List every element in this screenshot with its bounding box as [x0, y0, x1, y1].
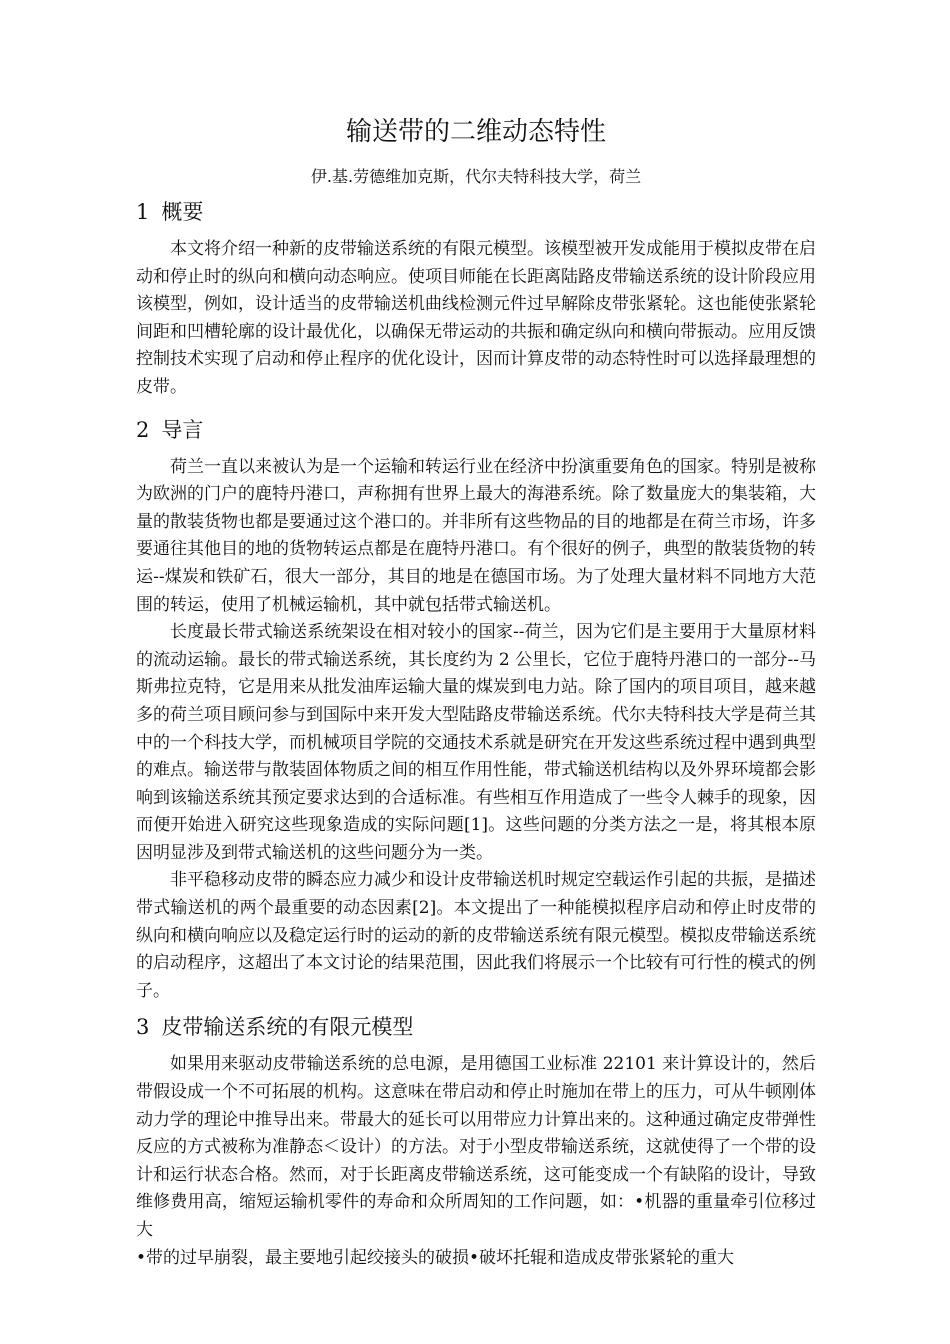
section-heading: [136, 194, 816, 230]
paragraph: 荷兰一直以来被认为是一个运输和转运行业在经济中扮演重要角色的国家。特别是被称为欧洲的门户的鹿特丹港口，声称拥有世界上最大的海港系统。除了数量庞大的集装箱，大量的散装货物也都是要通过这个港口的。并非所有这些物品的目的地都是在荷兰市场，许多要通往其他目的地的货物转运点都是在鹿特丹港口。有个很好的例子，典型的散装货物的转运--煤炭和铁矿石，很大一部分，其目的地是在德国市场。为了处理大量材料不同地方大范围的转运，使用了机械运输机，其中就包括带式输送机。: [136, 456, 816, 615]
section-title: 导言: [161, 417, 204, 442]
section-title: 皮带输送系统的有限元模型: [161, 1015, 414, 1040]
section-introduction: [136, 412, 816, 1006]
section-title: 概要: [161, 200, 204, 224]
section-fem-model: [136, 1009, 816, 1272]
paragraph: 非平稳移动皮带的瞬态应力减少和设计皮带输送机时规定空载运作引起的共振，是描述带式输送机的两个最重要的动态因素[2]。本文提出了一种能模拟程序启动和停止时皮带的纵向和横向响应以及稳定运行时的运动的新的皮带输送系统有限元模型。模拟皮带输送系统的启动程序，这超出了本文讨论的结果范围，因此我们将展示一个比较有可行性的模式的例子。: [136, 870, 816, 1001]
section-number: 3: [136, 1015, 150, 1040]
section-abstract: [136, 194, 816, 402]
section-heading: [136, 412, 816, 448]
section-number: 2: [136, 417, 150, 442]
section-number: 1: [136, 200, 150, 224]
paragraph: 本文将介绍一种新的皮带输送系统的有限元模型。该模型被开发成能用于模拟皮带在启动和停止时的纵向和横向动态响应。使项目师能在长距离陆路皮带输送系统的设计阶段应用该模型，例如，设计适当的皮带输送机曲线检测元件过早解除皮带张紧轮。这也能使张紧轮间距和凹槽轮廓的设计最优化，以确保无带运动的共振和确定纵向和横向带振动。应用反馈控制技术实现了启动和停止程序的优化设计，因而计算皮带的动态特性时可以选择最理想的皮带。: [136, 239, 816, 397]
document-title: 输送带的二维动态特性: [345, 117, 606, 147]
section-heading: [136, 1009, 816, 1045]
document-page: [136, 104, 816, 1272]
author-line: 伊.基.劳德维加克斯，代尔夫特科技大学，荷兰: [310, 167, 642, 186]
paragraph: 长度最长带式输送系统架设在相对较小的国家--荷兰，因为它们是主要用于大量原材料的流动运输。最长的带式输送系统，其长度约为 2 公里长，它位于鹿特丹港口的一部分--马斯弗拉克特，它是用来从批发油库运输大量的煤炭到电力站。除了国内的项目项目，越来越多的荷兰项目顾问参与到国际中来开发大型陆路皮带输送系统。代尔夫特科技大学是荷兰其中的一个科技大学，而机械项目学院的交通技术系就是研究在开发这些系统过程中遇到典型的难点。输送带与散装固体物质之间的相互作用性能，带式输送机结构以及外界环境都会影响到该输送系统其预定要求达到的合适标准。有些相互作用造成了一些令人棘手的现象，因而便开始进入研究这些现象造成的实际问题[1]。这些问题的分类方法之一是，将其根本原因明显涉及到带式输送机的这些问题分为一类。: [136, 622, 816, 863]
paragraph: 如果用来驱动皮带输送系统的总电源，是用德国工业标准 22101 来计算设计的，然后带假设成一个不可拓展的机构。这意味在带启动和停止时施加在带上的压力，可从牛顿刚体动力学的理论中推导出来。带最大的延长可以用带应力计算出来的。这种通过确定皮带弹性反应的方式被称为准静态＜设计）的方法。对于小型皮带输送系统，这就使得了一个带的设计和运行状态合格。然而，对于长距离皮带输送系统，这可能变成一个有缺陷的设计，导致维修费用高，缩短运输机零件的寿命和众所周知的工作问题，如：•机器的重量牵引位移过大: [136, 1054, 816, 1240]
paragraph: •带的过早崩裂，最主要地引起绞接头的破损•破坏托辊和造成皮带张紧轮的重大: [136, 1247, 735, 1268]
